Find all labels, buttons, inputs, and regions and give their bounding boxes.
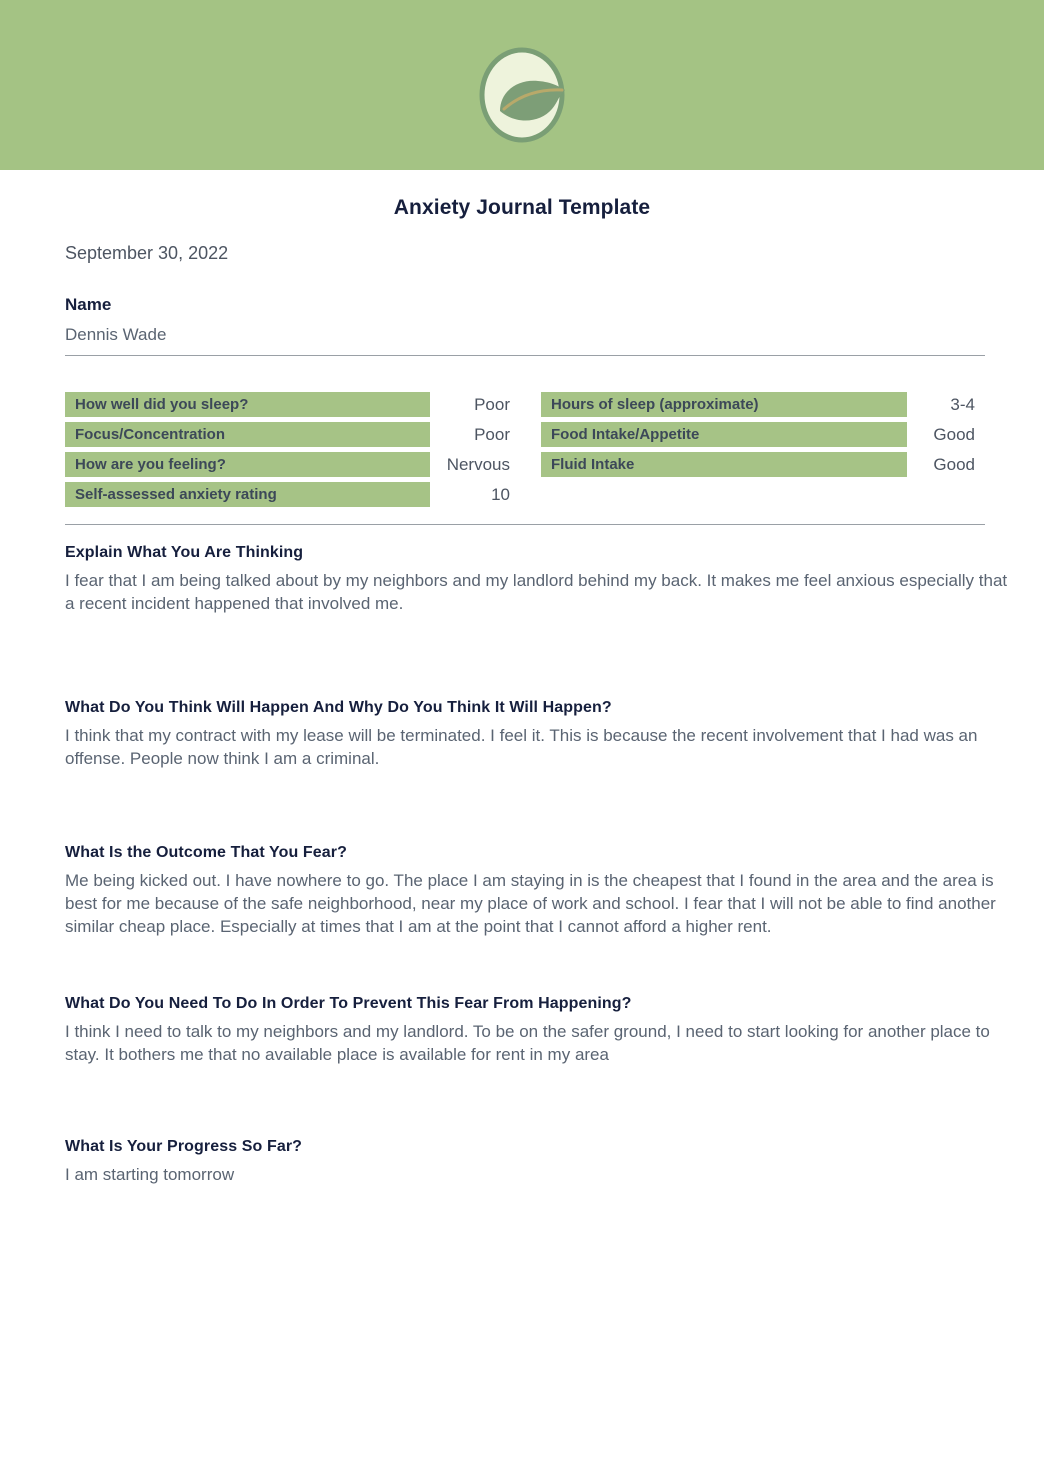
section-body: I am starting tomorrow [65,1165,235,1184]
metric-value: Good [933,454,975,474]
metric-value: 10 [491,484,510,504]
page-title: Anxiety Journal Template [393,196,651,219]
metric-label: Food Intake/Appetite [541,422,907,447]
table-row [65,452,520,477]
table-row [541,452,985,477]
name-value: Dennis Wade [65,325,167,344]
section-what-will-happen [65,699,1010,770]
section-prevention-plan [65,995,1010,1066]
section-heading: What Is Your Progress So Far? [65,1138,303,1155]
metric-label: Self-assessed anxiety rating [65,482,430,507]
metric-label: How well did you sleep? [65,392,430,417]
metric-label: Fluid Intake [541,452,907,477]
table-row [541,422,985,447]
leaf-in-circle-icon [466,45,578,145]
metric-value: Good [933,424,975,444]
section-heading: What Is the Outcome That You Fear? [65,844,347,861]
divider-bottom [65,524,985,525]
table-row [65,392,520,417]
divider-top [65,355,985,356]
header-band [0,0,1044,170]
metric-label: How are you feeling? [65,452,430,477]
table-row [65,422,520,447]
section-progress [65,1138,1010,1186]
metric-value: Nervous [446,454,510,474]
section-body: I think that my contract with my lease will be terminated. I feel it. This is because the recent involvement that I had was an offense. People now think I am a criminal. [65,726,983,768]
section-body: Me being kicked out. I have nowhere to go. The place I am staying in is the cheapest that I found in the area and the area is best for me because of the safe neighborhood, near my place of work and school. I fear that I will not be able to find another similar cheap place. Especially at times that I am at the point that I cannot afford a higher rent. [65,871,1001,936]
table-row [65,482,520,507]
section-heading: Explain What You Are Thinking [65,544,304,561]
section-body: I fear that I am being talked about by my neighbors and my landlord behind my back. It makes me feel anxious especially that a recent incident happened that involved me. [65,571,1012,613]
name-label: Name [65,295,112,314]
table-row [541,392,985,417]
section-thinking [65,544,1010,615]
brand-logo [466,45,578,145]
metric-value: Poor [474,424,510,444]
section-feared-outcome [65,844,1010,938]
section-body: I think I need to talk to my neighbors and my landlord. To be on the safer ground, I need to start looking for another place to stay. It bothers me that no available place is available for rent in my area [65,1022,995,1064]
section-heading: What Do You Think Will Happen And Why Do You Think It Will Happen? [65,699,612,716]
metrics-column-left [65,392,520,512]
metric-label: Focus/Concentration [65,422,430,447]
metric-label: Hours of sleep (approximate) [541,392,907,417]
entry-date: September 30, 2022 [65,243,229,263]
metric-value: 3-4 [950,394,975,414]
section-heading: What Do You Need To Do In Order To Prevent This Fear From Happening? [65,995,632,1012]
metrics-column-right [541,392,985,482]
metric-value: Poor [474,394,510,414]
